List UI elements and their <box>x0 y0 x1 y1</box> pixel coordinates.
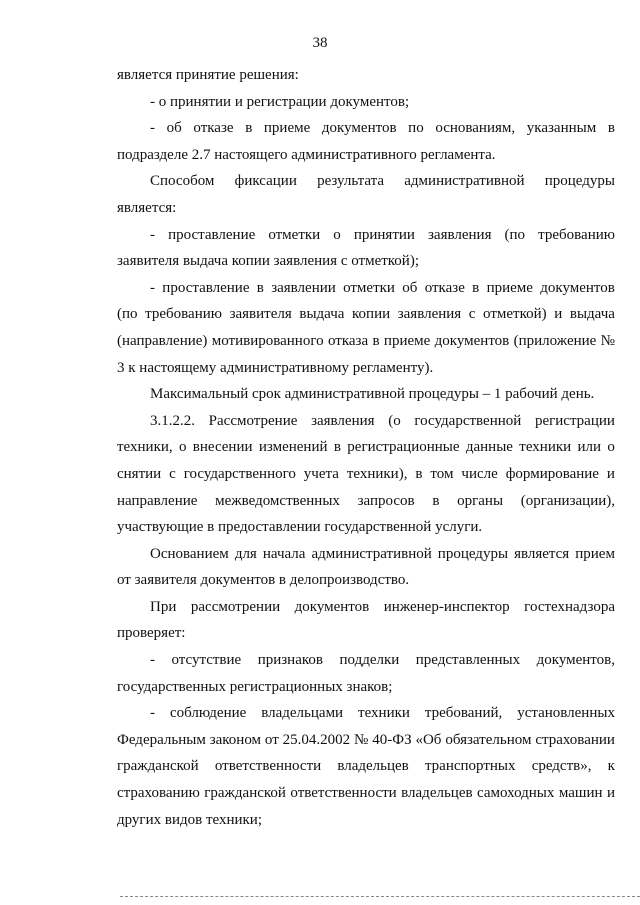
text-line: является: <box>117 199 177 216</box>
text-line: страхованию гражданской ответственности владельцев самоходных машин и <box>117 785 615 802</box>
text-line: (направление) мотивированного отказа в приеме документов (приложение № <box>117 332 615 349</box>
text-line: Максимальный срок административной процедуры – 1 рабочий день. <box>150 386 595 403</box>
text-line: подразделе 2.7 настоящего административного регламента. <box>117 146 496 163</box>
text-line: - проставление отметки о принятии заявления (по требованию <box>150 226 615 243</box>
text-line: Федеральным законом от 25.04.2002 № 40-ФЗ «Об обязательном страховании <box>117 731 615 748</box>
text-line: При рассмотрении документов инженер-инспектор гостехнадзора <box>150 598 615 615</box>
text-line: участвующие в предоставлении государственной услуги. <box>117 519 483 536</box>
text-line: является принятие решения: <box>117 67 299 83</box>
text-line: техники, о внесении изменений в регистрационные данные техники или о <box>117 439 615 456</box>
text-line: - о принятии и регистрации документов; <box>150 93 410 110</box>
text-line: от заявителя документов в делопроизводство. <box>117 572 410 589</box>
page-bottom-rule <box>120 896 640 897</box>
text-line: других видов техники; <box>117 811 262 828</box>
text-line: государственных регистрационных знаков; <box>117 678 393 695</box>
document-body <box>117 62 615 833</box>
text-line: снятии с государственного учета техники), в том числе формирование и <box>117 465 615 482</box>
text-line: - об отказе в приеме документов по основаниям, указанным в <box>150 120 615 137</box>
text-line: 3 к настоящему административному регламенту). <box>117 359 434 376</box>
text-line: 3.1.2.2. Рассмотрение заявления (о государственной регистрации <box>150 412 615 429</box>
text-line: проверяет: <box>117 625 186 642</box>
text-line: заявителя выдача копии заявления с отметкой); <box>117 253 419 270</box>
text-line: - отсутствие признаков подделки представленных документов, <box>150 652 615 669</box>
text-line: гражданской ответственности владельцев транспортных средств», к <box>117 758 615 775</box>
text-line: (по требованию заявителя выдача копии заявления с отметкой) и выдача <box>117 306 615 323</box>
text-line: направление межведомственных запросов в органы (организации), <box>117 492 615 509</box>
text-line: - соблюдение владельцами техники требований, установленных <box>150 705 615 722</box>
text-line: Способом фиксации результата административной процедуры <box>150 173 615 190</box>
page-number: 38 <box>312 35 328 51</box>
text-line: - проставление в заявлении отметки об отказе в приеме документов <box>150 279 615 296</box>
text-line: Основанием для начала административной процедуры является прием <box>150 545 615 562</box>
